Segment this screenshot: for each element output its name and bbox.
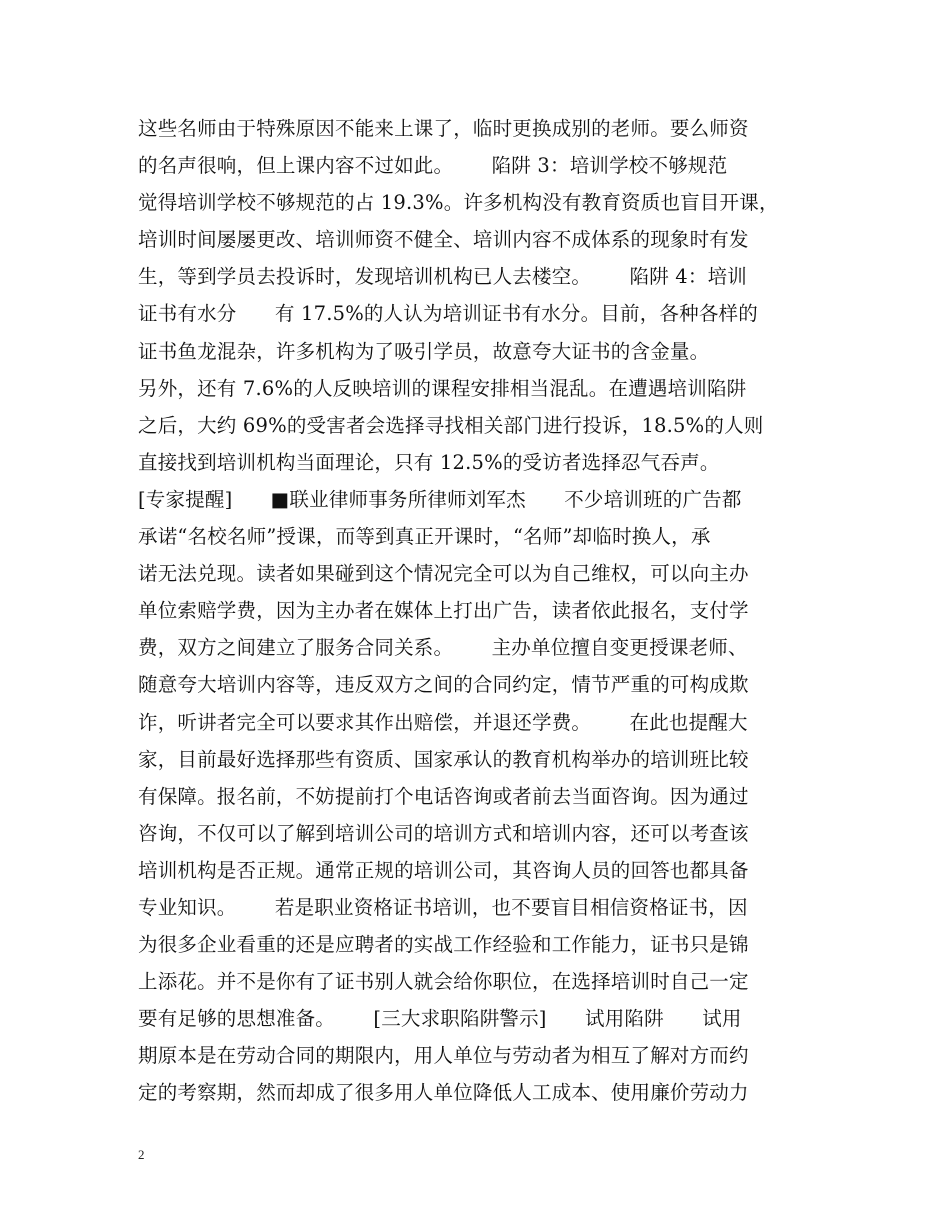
text-line: 要有足够的思想准备。 [三大求职陷阱警示] 试用陷阱 试用 [138,1007,742,1031]
text-line: 家，目前最好选择那些有资质、国家承认的教育机构举办的培训班比较 [138,747,749,771]
text-line: 直接找到培训机构当面理论，只有 12.5%的受访者选择忍气吞声。 [138,450,720,474]
text-line: 随意夸大培训内容等，违反双方之间的合同约定，情节严重的可构成欺 [138,673,749,697]
text-line: 有保障。报名前，不妨提前打个电话咨询或者前去当面咨询。因为通过 [138,784,749,808]
text-line: 期原本是在劳动合同的期限内，用人单位与劳动者为相互了解对方而约 [138,1044,749,1068]
text-line: 培训机构是否正规。通常正规的培训公司，其咨询人员的回答也都具备 [138,858,749,882]
text-line: 培训时间屡屡更改、培训师资不健全、培训内容不成体系的现象时有发 [138,228,749,252]
text-line: [专家提醒] ■联业律师事务所律师刘军杰 不少培训班的广告都 [138,487,742,511]
text-line: 单位索赔学费，因为主办者在媒体上打出广告，读者依此报名，支付学 [138,599,749,623]
text-line: 诺无法兑现。读者如果碰到这个情况完全可以为自己维权，可以向主办 [138,562,749,586]
text-line: 承诺“名校名师”授课，而等到真正开课时，“名师”却临时换人，承 [138,525,711,549]
text-line: 觉得培训学校不够规范的占 19.3%。许多机构没有教育资质也盲目开课， [138,191,779,215]
text-line: 之后，大约 69%的受害者会选择寻找相关部门进行投诉，18.5%的人则 [138,413,764,437]
page-number: 2 [138,1147,145,1162]
text-line: 定的考察期，然而却成了很多用人单位降低人工成本、使用廉价劳动力 [138,1081,749,1105]
text-line: 另外，还有 7.6%的人反映培训的课程安排相当混乱。在遭遇培训陷阱 [138,376,747,400]
text-line: 这些名师由于特殊原因不能来上课了，临时更换成别的老师。要么师资 [138,117,749,140]
body-text [138,110,828,1112]
text-line: 诈，听讲者完全可以要求其作出赔偿，并退还学费。 在此也提醒大 [138,710,748,734]
text-line: 的名声很响，但上课内容不过如此。 陷阱 3：培训学校不够规范 [138,154,728,178]
text-line: 费，双方之间建立了服务合同关系。 主办单位擅自变更授课老师、 [138,636,748,660]
text-line: 生，等到学员去投诉时，发现培训机构已人去楼空。 陷阱 4：培训 [138,265,747,289]
text-line: 证书有水分 有 17.5%的人认为培训证书有水分。目前，各种各样的 [138,302,758,326]
text-line: 咨询，不仅可以了解到培训公司的培训方式和培训内容，还可以考查该 [138,821,749,845]
text-line: 专业知识。 若是职业资格证书培训，也不要盲目相信资格证书，因 [138,895,748,919]
text-line: 上添花。并不是你有了证书别人就会给你职位，在选择培训时自己一定 [138,970,749,994]
text-line: 为很多企业看重的还是应聘者的实战工作经验和工作能力，证书只是锦 [138,933,749,957]
text-line: 证书鱼龙混杂，许多机构为了吸引学员，故意夸大证书的含金量。 [138,339,710,363]
